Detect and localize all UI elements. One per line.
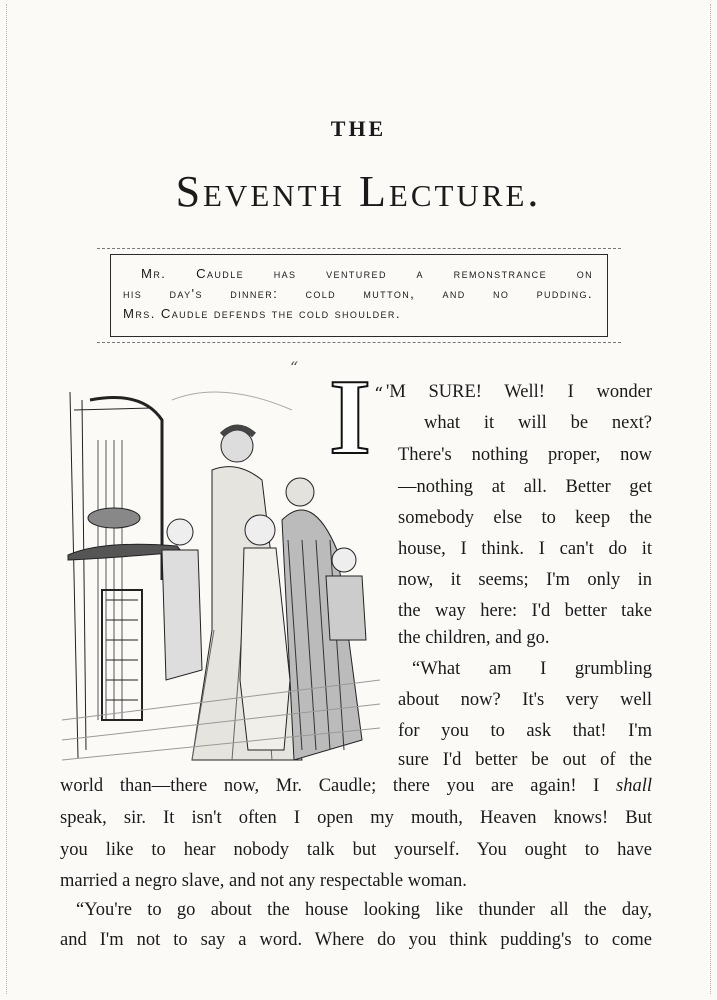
summary-line: Mrs. Caudle defends the cold shoulder.	[123, 306, 401, 321]
body-line: about now? It's very well	[398, 690, 652, 710]
body-line-full: married a negro slave, and not any respectable woman.	[60, 871, 467, 891]
body-line: now, it seems; I'm only in	[398, 570, 652, 590]
summary-line: Mr. Caudle has ventured a remonstrance on	[141, 266, 593, 281]
body-line: what it will be next?	[424, 413, 652, 433]
opening-quote-mark: “	[290, 358, 299, 377]
body-line-full: “You're to go about the house looking like thunder all the day,	[76, 900, 652, 920]
body-line: “What am I grumbling	[412, 659, 652, 679]
lecture-title: Seventh Lecture.	[175, 167, 542, 216]
body-line-full	[60, 774, 652, 798]
body-line: sure I'd better be out of the	[398, 750, 652, 770]
body-first-line: 'M SURE! Well! I wonder	[386, 382, 652, 402]
summary-box	[110, 254, 608, 337]
body-line: There's nothing proper, now	[398, 445, 652, 465]
body-line-full: speak, sir. It isn't often I open my mouth, Heaven knows! But	[60, 808, 652, 828]
body-text-emphasis: shall	[616, 776, 652, 796]
body-line: the way here: I'd better take	[398, 601, 652, 621]
body-line: house, I think. I can't do it	[398, 539, 652, 559]
summary-text	[123, 264, 593, 324]
body-text: world than—there now, Mr. Caudle; there you are again! I	[60, 776, 617, 796]
body-line: for you to ask that! I'm	[398, 721, 652, 741]
body-line-full: you like to hear nobody talk but yourself. You ought to have	[60, 840, 652, 860]
body-line: somebody else to keep the	[398, 508, 652, 528]
summary-line: his day's dinner: cold mutton, and no pudding.	[123, 286, 593, 301]
body-line-full: and I'm not to say a word. Where do you think pudding's to come	[60, 930, 652, 950]
body-line: the children, and go.	[398, 628, 550, 648]
drop-cap-letter: I	[328, 358, 372, 477]
heading-the: THE	[330, 116, 387, 141]
body-line: —nothing at all. Better get	[398, 477, 652, 497]
drop-cap-quote: “	[374, 384, 384, 405]
